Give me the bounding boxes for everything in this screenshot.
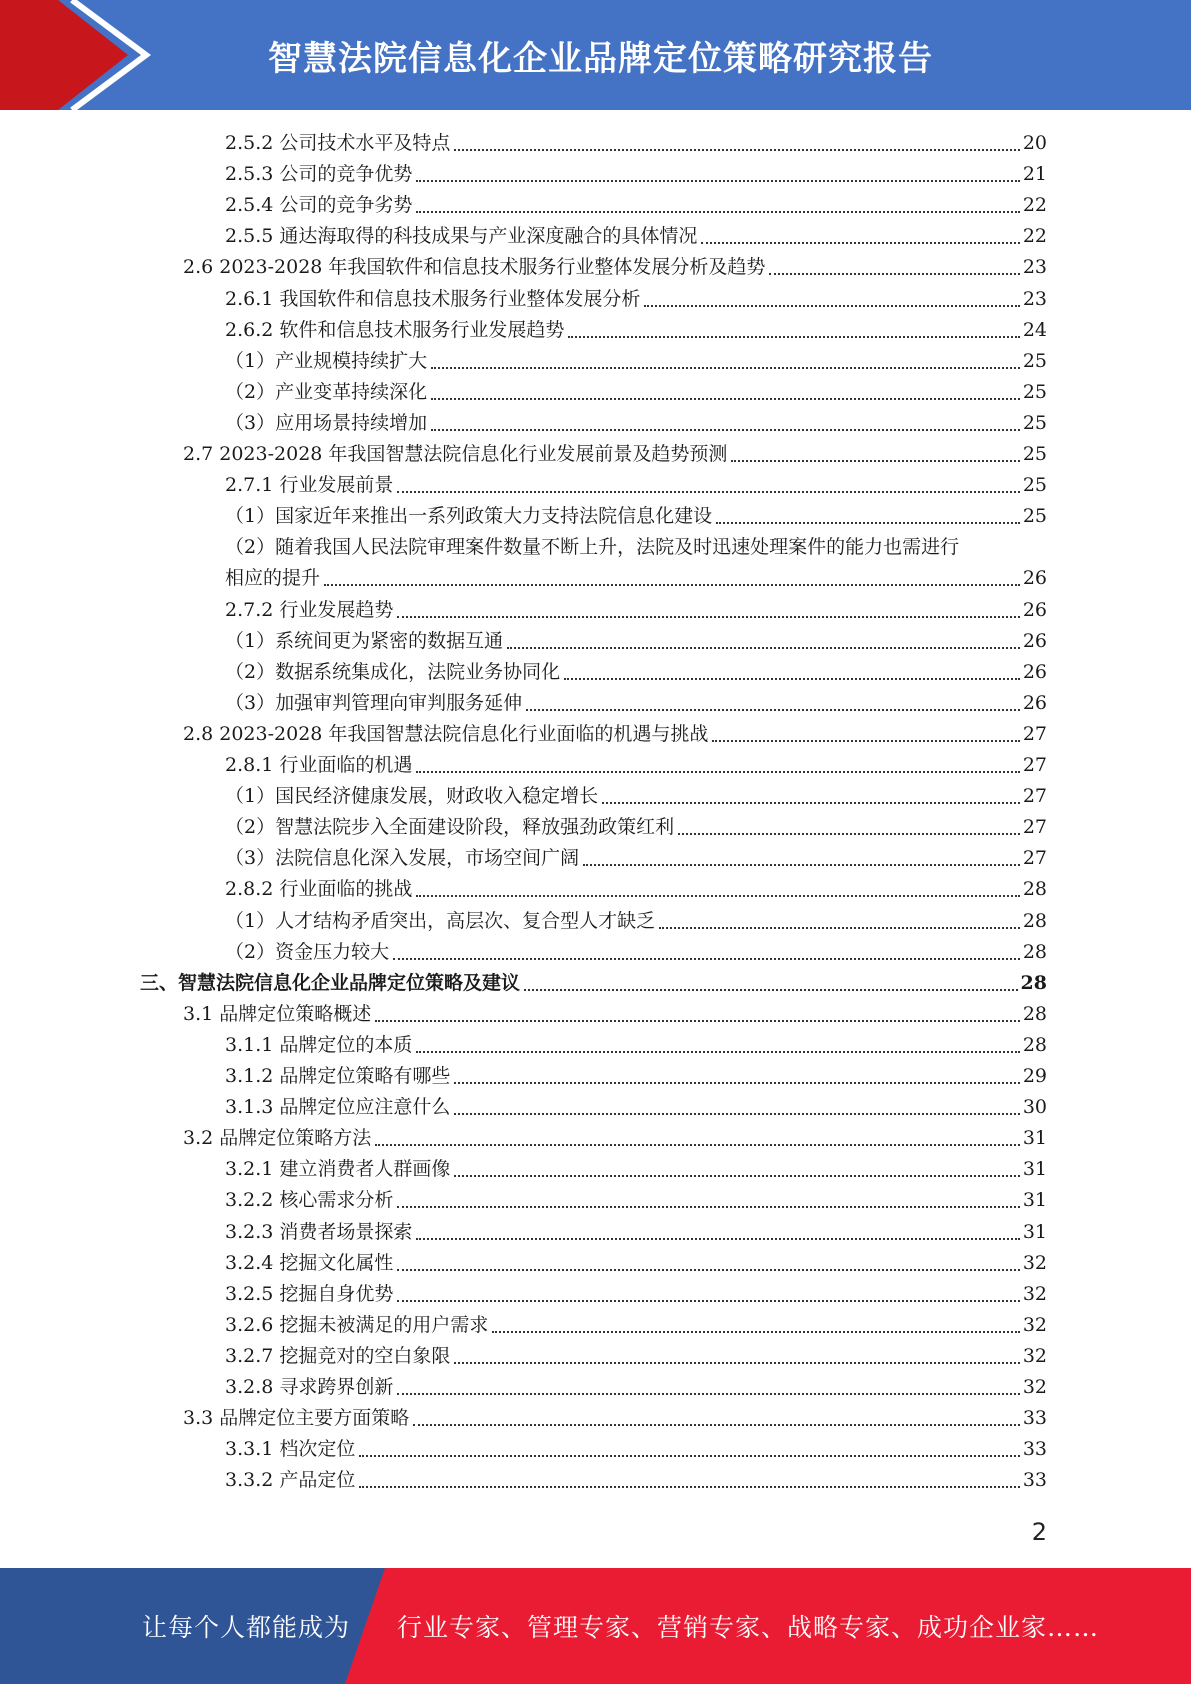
toc-entry-title: （3）法院信息化深入发展，市场空间广阔: [225, 847, 580, 870]
toc-dot-leader: [568, 336, 1019, 338]
toc-entry[interactable]: [225, 595, 1047, 626]
toc-entry[interactable]: [225, 937, 1047, 968]
toc-entry-page: 25: [1022, 505, 1047, 528]
toc-entry-page: 26: [1022, 660, 1047, 683]
toc-entry-title: （1）人才结构矛盾突出，高层次、复合型人才缺乏: [225, 909, 656, 932]
toc-dot-leader: [416, 771, 1019, 773]
toc-entry-title: 3.2.3 消费者场景探索: [225, 1220, 413, 1243]
toc-dot-leader: [712, 740, 1019, 742]
toc-entry-page: 27: [1022, 754, 1047, 776]
toc-entry[interactable]: [225, 284, 1047, 315]
toc-entry-page: 23: [1022, 287, 1047, 310]
toc-entry[interactable]: [225, 221, 1047, 252]
toc-entry[interactable]: [225, 377, 1047, 408]
toc-dot-leader: [454, 1175, 1019, 1177]
toc-dot-leader: [416, 1238, 1019, 1240]
footer-slogan-right: 行业专家、管理专家、营销专家、战略专家、成功企业家……: [397, 1613, 1100, 1642]
toc-dot-leader: [769, 273, 1019, 275]
toc-entry-wrapped-line[interactable]: （2）随着我国人民法院审理案件数量不断上升，法院及时迅速处理案件的能力也需进行: [225, 536, 960, 559]
toc-dot-leader: [416, 180, 1019, 182]
toc-entry-title: 3.2.4 挖掘文化属性: [225, 1251, 394, 1274]
toc-dot-leader: [564, 678, 1020, 680]
toc-entry[interactable]: [225, 1372, 1047, 1403]
toc-entry[interactable]: [225, 408, 1047, 439]
toc-entry-page: 25: [1022, 380, 1047, 403]
toc-entry-title: 3.2.5 挖掘自身优势: [225, 1282, 394, 1305]
toc-dot-leader: [375, 1020, 1020, 1022]
toc-entry-title: 2.8 2023-2028 年我国智慧法院信息化行业面临的机遇与挑战: [183, 722, 709, 745]
toc-dot-leader: [397, 1269, 1019, 1271]
toc-dot-leader: [359, 1486, 1019, 1488]
toc-entry-page: 26: [1022, 629, 1047, 652]
toc-entry[interactable]: [225, 190, 1047, 221]
toc-entry-title: 3.1.1 品牌定位的本质: [225, 1033, 413, 1056]
toc-entry-page: 27: [1022, 816, 1047, 839]
toc-entry-page: 25: [1022, 349, 1047, 372]
toc-entry[interactable]: [225, 1061, 1047, 1092]
toc-entry-page: 25: [1022, 443, 1047, 465]
toc-entry-title: 3.2 品牌定位策略方法: [183, 1127, 372, 1150]
toc-entry-page: 31: [1022, 1189, 1047, 1212]
toc-entry[interactable]: [183, 1123, 1047, 1154]
toc-entry-title: 2.6 2023-2028 年我国软件和信息技术服务行业整体发展分析及趋势: [183, 256, 766, 279]
toc-entry-page: 31: [1022, 1158, 1047, 1181]
toc-entry[interactable]: [225, 1341, 1047, 1372]
toc-entry-page: 27: [1022, 722, 1047, 745]
toc-entry[interactable]: [225, 346, 1047, 377]
report-title: 智慧法院信息化企业品牌定位策略研究报告: [268, 38, 933, 79]
toc-dot-leader: [375, 1144, 1020, 1146]
toc-entry-title: （1）产业规模持续扩大: [225, 349, 428, 372]
page-number: 2: [1031, 1518, 1047, 1546]
toc-entry[interactable]: [225, 1310, 1047, 1341]
toc-dot-leader: [701, 242, 1019, 244]
toc-entry-title: 2.7.2 行业发展趋势: [225, 598, 394, 621]
toc-entry-title: 2.6.2 软件和信息技术服务行业发展趋势: [225, 318, 565, 341]
toc-dot-leader: [524, 989, 1018, 991]
toc-dot-leader: [431, 367, 1020, 369]
toc-dot-leader: [716, 522, 1020, 524]
toc-entry-page: 24: [1022, 318, 1047, 341]
toc-dot-leader: [431, 398, 1020, 400]
toc-entry[interactable]: [225, 501, 1047, 532]
toc-entry[interactable]: [225, 1279, 1047, 1310]
toc-entry-page: 32: [1022, 1282, 1047, 1305]
toc-dot-leader: [431, 429, 1020, 431]
toc-entry[interactable]: [140, 968, 1047, 999]
toc-entry-page: 31: [1022, 1220, 1047, 1243]
toc-entry-page: 32: [1022, 1344, 1047, 1367]
toc-entry[interactable]: [225, 1217, 1047, 1248]
toc-dot-leader: [526, 709, 1020, 711]
toc-entry[interactable]: [225, 906, 1047, 937]
toc-dot-leader: [393, 958, 1020, 960]
toc-dot-leader: [507, 647, 1020, 649]
toc-entry-page: 30: [1022, 1096, 1047, 1119]
toc-entry[interactable]: [225, 1030, 1047, 1061]
toc-entry-title: 2.8.2 行业面临的挑战: [225, 878, 413, 901]
toc-entry[interactable]: [183, 1403, 1047, 1434]
toc-entry[interactable]: [225, 657, 1047, 688]
toc-entry-title: （2）资金压力较大: [225, 940, 390, 963]
toc-dot-leader: [397, 1300, 1019, 1302]
toc-entry[interactable]: [225, 315, 1047, 346]
toc-dot-leader: [731, 460, 1019, 462]
toc-entry-title: 2.5.2 公司技术水平及特点: [225, 132, 451, 154]
toc-entry[interactable]: [183, 439, 1047, 470]
toc-entry-title: （2）产业变革持续深化: [225, 380, 428, 403]
toc-dot-leader: [397, 491, 1019, 493]
toc-dot-leader: [324, 584, 1020, 586]
toc-entry-page: 33: [1022, 1407, 1047, 1430]
toc-entry-title: 2.8.1 行业面临的机遇: [225, 754, 413, 776]
header-chevron-graphic: [0, 0, 160, 110]
toc-entry-title: 3.2.8 寻求跨界创新: [225, 1376, 394, 1398]
toc-entry[interactable]: [225, 812, 1047, 843]
toc-entry-page: 22: [1022, 225, 1047, 248]
toc-entry-title: （3）应用场景持续增加: [225, 411, 428, 434]
toc-dot-leader: [397, 1393, 1019, 1395]
toc-entry[interactable]: [225, 1154, 1047, 1185]
toc-entry-title: （2）数据系统集成化，法院业务协同化: [225, 660, 561, 683]
toc-dot-leader: [644, 305, 1019, 307]
toc-entry-title: 3.2.6 挖掘未被满足的用户需求: [225, 1313, 489, 1336]
toc-entry-title: 2.6.1 我国软件和信息技术服务行业整体发展分析: [225, 287, 641, 310]
page-footer: [0, 1568, 1191, 1684]
toc-dot-leader: [454, 1362, 1019, 1364]
toc-entry-page: 28: [1022, 1033, 1047, 1056]
toc-entry[interactable]: [225, 470, 1047, 501]
toc-entry-page: 33: [1022, 1469, 1047, 1492]
toc-entry-title: （1）系统间更为紧密的数据互通: [225, 629, 504, 652]
toc-entry-title: （1）国家近年来推出一系列政策大力支持法院信息化建设: [225, 505, 713, 528]
toc-dot-leader: [397, 616, 1019, 618]
toc-entry-page: 28: [1022, 878, 1047, 901]
toc-entry[interactable]: [183, 252, 1047, 283]
toc-entry[interactable]: [225, 159, 1047, 190]
toc-entry-page: 26: [1022, 598, 1047, 621]
toc-entry-title: 3.1 品牌定位策略概述: [183, 1002, 372, 1025]
toc-dot-leader: [454, 149, 1019, 151]
toc-entry-page: 27: [1022, 847, 1047, 870]
toc-entry-title: 3.1.3 品牌定位应注意什么: [225, 1096, 451, 1119]
toc-entry-title: 3.2.7 挖掘竞对的空白象限: [225, 1344, 451, 1367]
toc-entry[interactable]: [183, 719, 1047, 750]
toc-entry-page: 29: [1022, 1065, 1047, 1087]
toc-entry-page: 32: [1022, 1251, 1047, 1274]
toc-entry-page: 26: [1022, 567, 1047, 590]
toc-dot-leader: [678, 833, 1020, 835]
toc-entry-page: 20: [1022, 132, 1047, 154]
toc-entry-title: 三、智慧法院信息化企业品牌定位策略及建议: [140, 971, 521, 994]
toc-dot-leader: [416, 895, 1019, 897]
toc-entry[interactable]: [225, 1248, 1047, 1279]
toc-entry-title: 2.5.3 公司的竞争优势: [225, 163, 413, 186]
toc-dot-leader: [454, 1113, 1019, 1115]
toc-entry-title: 3.3.1 档次定位: [225, 1438, 356, 1461]
toc-entry[interactable]: [225, 128, 1047, 159]
toc-entry-page: 32: [1022, 1376, 1047, 1398]
toc-entry[interactable]: [225, 688, 1047, 719]
toc-dot-leader: [492, 1331, 1019, 1333]
toc-entry-title: 3.1.2 品牌定位策略有哪些: [225, 1065, 451, 1087]
toc-entry[interactable]: [225, 563, 1047, 594]
toc-entry-title: 2.7 2023-2028 年我国智慧法院信息化行业发展前景及趋势预测: [183, 443, 728, 465]
toc-entry[interactable]: [225, 750, 1047, 781]
footer-slogan-left: 让每个人都能成为: [142, 1613, 351, 1642]
page-header: [0, 0, 1191, 110]
toc-entry-page: 33: [1022, 1438, 1047, 1461]
toc-entry-title: 2.5.5 通达海取得的科技成果与产业深度融合的具体情况: [225, 225, 698, 248]
toc-entry-page: 25: [1022, 411, 1047, 434]
toc-entry-title: 3.2.1 建立消费者人群画像: [225, 1158, 451, 1181]
toc-entry-title: （1）国民经济健康发展，财政收入稳定增长: [225, 785, 599, 808]
toc-entry[interactable]: [225, 874, 1047, 905]
toc-entry-page: 31: [1022, 1127, 1047, 1150]
toc-entry-page: 28: [1022, 909, 1047, 932]
toc-dot-leader: [416, 211, 1019, 213]
toc-entry-page: 28: [1022, 1002, 1047, 1025]
toc-entry[interactable]: [225, 1092, 1047, 1123]
toc-entry-title: 2.5.4 公司的竞争劣势: [225, 194, 413, 217]
toc-entry[interactable]: [225, 843, 1047, 874]
toc-entry[interactable]: [225, 781, 1047, 812]
toc-entry-page: 21: [1022, 163, 1047, 186]
toc-entry-title: 3.3.2 产品定位: [225, 1469, 356, 1492]
toc-dot-leader: [413, 1424, 1020, 1426]
toc-dot-leader: [397, 1206, 1019, 1208]
toc-entry[interactable]: [225, 1434, 1047, 1465]
toc-entry-title: （2）智慧法院步入全面建设阶段，释放强劲政策红利: [225, 816, 675, 839]
toc-entry-title: （3）加强审判管理向审判服务延伸: [225, 691, 523, 714]
toc-dot-leader: [359, 1455, 1019, 1457]
toc-entry[interactable]: [225, 1185, 1047, 1216]
toc-entry-page: 27: [1022, 785, 1047, 808]
toc-entry-page: 26: [1022, 691, 1047, 714]
toc-entry-title: 3.2.2 核心需求分析: [225, 1189, 394, 1212]
toc-entry-page: 28: [1022, 940, 1047, 963]
toc-dot-leader: [454, 1082, 1019, 1084]
toc-entry-page: 23: [1022, 256, 1047, 279]
toc-dot-leader: [583, 864, 1020, 866]
toc-entry-title: 3.3 品牌定位主要方面策略: [183, 1407, 410, 1430]
toc-entry[interactable]: [225, 1465, 1047, 1496]
toc-entry-page: 28: [1020, 971, 1047, 994]
toc-dot-leader: [416, 1051, 1019, 1053]
toc-dot-leader: [659, 927, 1020, 929]
toc-dot-leader: [602, 802, 1020, 804]
toc-entry[interactable]: [183, 999, 1047, 1030]
toc-entry-page: 22: [1022, 194, 1047, 217]
toc-entry-title: 2.7.1 行业发展前景: [225, 474, 394, 497]
toc-entry[interactable]: [225, 626, 1047, 657]
toc-entry-page: 32: [1022, 1313, 1047, 1336]
toc-entry-title: 相应的提升: [225, 567, 321, 590]
toc-entry-page: 25: [1022, 474, 1047, 497]
